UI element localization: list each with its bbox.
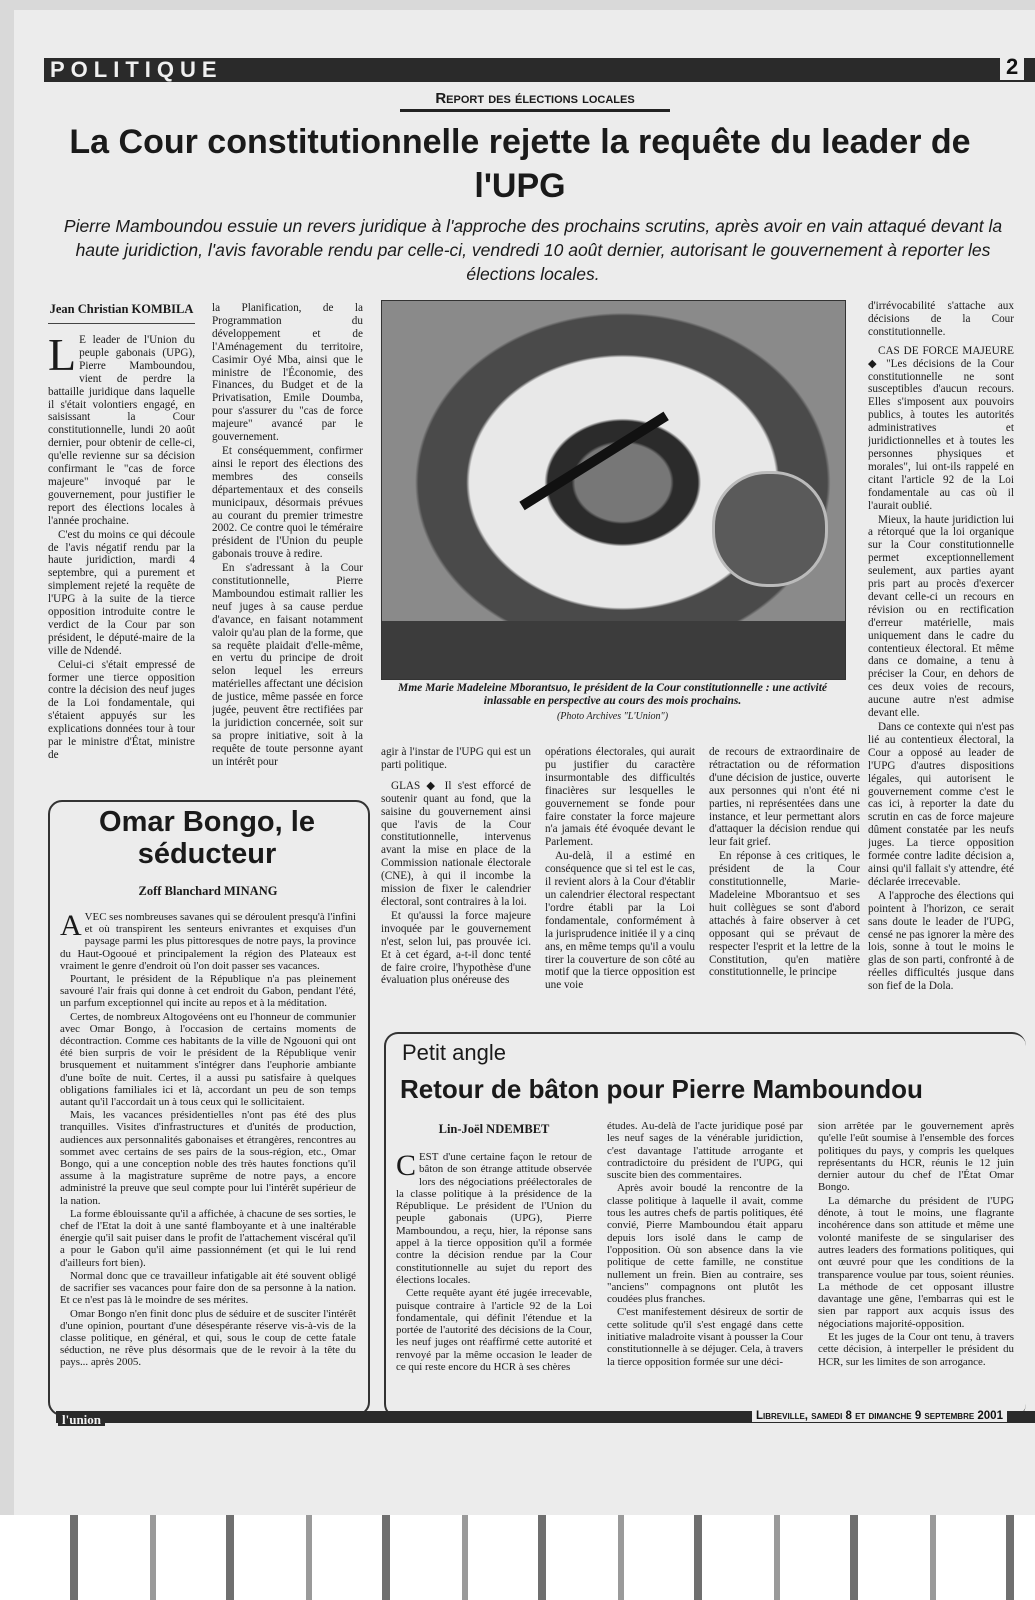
paragraph: Certes, de nombreux Altogovéens ont eu l'honneur de communier avec Omar Bongo, à l'occasion de certains moments de décontraction. Comme ces habitants de la ville de Ngouoni qui ont été bien surpris de voir le président de la République venir brusquement et nuitamment s'intégrer dans l'euphorie ambiante d'une boîte de nuit. Certes, il a aussi pu satisfaire à quelques obligations familiales ici et là, accordant un peu de son temps autant qu'il l'accordait un à tous ceux qui le sollicitaient.: [60, 1010, 356, 1109]
petit-angle-title: Retour de bâton pour Pierre Mamboundou: [400, 1074, 923, 1104]
paragraph: d'irrévocabilité s'attache aux décisions de la Cour constitutionnelle.: [868, 300, 1014, 338]
paragraph: Et qu'aussi la force majeure invoquée par le gouvernement n'est, selon lui, pas prouvée ici. Et à cet égard, a-t-il donc tenté de faire croire, l'hypothèse d'une évaluation plus onéreuse des: [381, 909, 531, 987]
article-kicker: Report des élections locales: [400, 90, 670, 112]
paragraph: GLAS ◆ Il s'est efforcé de soutenir quant au fond, que la saisine du gouvernement ainsi que l'avis de la Cour constitutionnelle, intervenus avant la mise en place de la Commission nationale électorale (CNE), à qui il incombe la mission de fixer le calendrier électoral, sont contraires à la loi.: [381, 779, 531, 908]
paragraph: EST d'une certaine façon le retour de bâton de son étrange attitude observée lors des négociations préélectorales de la classe politique à la présidence de la République. Le président de l'Union du peuple gabonais (UPG), Pierre Mamboundou, a reçu, hier, la réponse sans appel à la tierce opposition qu'il a formée contre la décision rendue par la Cour constitutionnelle au sujet du report des élections locales.: [396, 1151, 592, 1286]
article-column-1: [48, 302, 195, 790]
dropcap: L: [48, 329, 77, 380]
court-seal: [712, 471, 828, 587]
footer-masthead: l'union: [58, 1414, 105, 1426]
dropcap: C: [396, 1149, 417, 1182]
sidebar-byline: Zoff Blanchard MINANG: [138, 884, 278, 898]
paragraph: E leader de l'Union du peuple gabonais (UPG), Pierre Mamboundou, vient de perdre la battaille juridique dans laquelle il s'était volontiers engagé, en saisissant la Cour constitutionnelle, lundi 20 août dernier, pour obtenir de celle-ci, qu'elle revienne sur sa décision confirmant le "cas de force majeure" invoqué par le gouvernement, pour justifier le report des élections locales à l'année prochaine.: [48, 334, 195, 527]
paragraph: Omar Bongo n'en finit donc plus de séduire et de susciter l'intérêt d'une opinion, pourtant d'une désespérante réserve vis-à-vis de la classe politique, en général, et qui, sous le coup de cette fatale séduction, ne rêve plus désormais que de le revoir à la tête du pays... après 2005.: [60, 1307, 356, 1369]
paragraph: Mais, les vacances présidentielles n'ont pas été des plus tranquilles. Visites d'infrastructures et d'unités de production, audiences aux personnalités gabonaises et étrangères, rencontres au sommet avec certains de ses pairs de la sous-région, etc., Omar Bongo, qui a une conception noble des très hautes fonctions qu'il assume à la magistrature suprême de notre pays, a encore administré la preuve que seul compte pour lui l'intérêt supérieur de la nation.: [60, 1109, 356, 1207]
article-column-3: [381, 746, 531, 1016]
paragraph: Dans ce contexte qui n'est pas lié au contentieux électoral, la Cour a opposé au leader de l'UPG d'autres dispositions légales, qui autorisent le gouvernement comme c'est le cas ici, à reporter la date du scrutin en cas de force majeure dûment constatée par les neufs juges. La tierce opposition formée contre ladite décision a, ainsi qu'il fallait s'y attendre, été déclarée irrecevable.: [868, 721, 1014, 888]
article-lead: Pierre Mamboundou essuie un revers juridique à l'approche des prochains scrutins, après avoir en vain attaqué devant la haute juridiction, l'avis favorable rendu par celle-ci, vendredi 10 août dernier, autorisant le gouvernement à reporter les élections locales.: [63, 216, 1003, 284]
paragraph: En réponse à ces critiques, le président de la Cour constitutionnelle, Marie-Madeleine Mborantsuo et ses huit collègues se sont d'abord attachés à faire observer à cet opposant qui se prévaut de respecter l'esprit et la lettre de la Constitution, qu'en matière constitutionnelle, le principe: [709, 850, 860, 979]
photo-caption: Mme Marie Madeleine Mborantsuo, le président de la Cour constitutionnelle : une activité inlassable en perspective au cours des mois prochains.: [397, 682, 828, 707]
background-strip: [0, 1515, 1035, 1600]
paragraph: Au-delà, il a estimé en conséquence que si tel est le cas, il revient alors à la Cour d'établir un calendrier électoral respectant l'ordre établi par la Loi fondamentale, conformément à la jurisprudence initiée il y a cinq ans, en même temps qu'il a voulu tirer la couverture de son côté au motif que la tierce opposition est une voie: [545, 850, 695, 992]
paragraph: CAS DE FORCE MAJEURE ◆ "Les décisions de la Cour constitutionnelle ne sont susceptibles d'aucun recours. Elles s'imposent aux pouvoirs publics, à toutes les autorités administratives et juridictionnelles et à toutes les personnes physiques et morales", lui ont-ils rappelé en citant l'article 92 de la Loi fondamentale au cas où il l'aurait oublié.: [868, 344, 1014, 512]
article-column-6: [868, 300, 1014, 1028]
paragraph: opérations électorales, qui aurait pu justifier du caractère insurmontable des difficultés finacières sur lesquelles le gouvernement se fonde pour faire constater la force majeure n'a jamais été évoquée devant le Parlement.: [545, 746, 695, 849]
section-label: POLITIQUE: [50, 57, 223, 82]
byline-divider: [48, 323, 195, 324]
paragraph: La démarche du président de l'UPG dénote, à tout le moins, une flagrante incohérence dans son attitude et même une volonté manifeste de se singulariser des autres leaders des formations politiques, qui ont œuvré pour que les conditions de la transparence voulue par tous, soient réunies. La méthode de cet opposant illustre davantage une gêne, l'embarras qui est le sien par rapport aux acquis issus des négociations majorité-opposition.: [818, 1194, 1014, 1330]
petit-angle-label: Petit angle: [402, 1040, 506, 1065]
petit-angle-column-3: [818, 1120, 1014, 1408]
paragraph: Et conséquemment, confirmer ainsi le report des élections des membres des conseils départementaux et des conseils municipaux, désormais prévues au courant du premier trimestre 2002. Ce contre quoi le téméraire président de l'Union du peuple gabonais trouve à redire.: [212, 444, 363, 561]
dropcap: A: [60, 909, 82, 942]
paragraph: Mieux, la haute juridiction lui a rétorqué que la loi organique sur la Cour constitutionnelle permet exceptionnellement seulement, aux parties ayant pris part au procès d'exercer devant celle-ci un recours en révision ou en rectification d'erreur matérielle, mais uniquement dans le cadre du contentieux électoral. Et même dans ce domaine, a tenu à préciser la Cour, en dehors de ces deux voies de recours, aucune autre n'est admise devant elle.: [868, 513, 1014, 720]
microphone: [519, 412, 668, 511]
article-column-2: [212, 302, 363, 790]
paragraph: En s'adressant à la Cour constitutionnelle, Pierre Mamboundou estimait rallier les neuf juges à sa cause perdue d'avance, en faisant notamment valoir qu'au plan de la forme, que sa requête plaidait d'elle-même, en vertu du principe de droit selon lequel les erreurs matérielles affectant une décision de justice, même passée en force jugée, peuvent être rectifiées par la juridiction concernée, soit sur sa propre initiative, soit à la requête de toute personne ayant un intérêt pour: [212, 562, 363, 768]
footer-dateline: Libreville, samedi 8 et dimanche 9 septembre 2001: [752, 1410, 1007, 1422]
article-headline: La Cour constitutionnelle rejette la requête du leader de l'UPG: [69, 123, 971, 205]
desk: [382, 621, 845, 679]
paragraph: sion arrêtée par le gouvernement après qu'elle l'eût soumise à l'ensemble des forces politiques du pays, y compris les quelques représentants du HCR, réunis le 12 juin dernier autour du chef de l'État Omar Bongo.: [818, 1120, 1014, 1194]
page-number: 2: [1000, 54, 1024, 80]
petit-angle-byline: Lin-Joël NDEMBET: [438, 1122, 550, 1136]
paragraph: la Planification, de la Programmation du développement et de l'Aménagement du territoire, Casimir Oyé Mba, ainsi que le ministre de l'Économie, des Finances, du Budget et de la Privatisation, Emile Doumba, pour s'assurer du "cas de force majeure" avancé par le gouvernement.: [212, 302, 363, 444]
paragraph: Cette requête ayant été jugée irrecevable, puisque contraire à l'article 92 de la Loi fondamentale, qui définit l'étendue et la portée de l'autorité des décisions de la Cour, les neuf juges ont réaffirmé cette autorité et renvoyé par la même occasion le leader de ce qui reste encore du HCR à ses chères: [396, 1287, 592, 1374]
paragraph: VEC ses nombreuses savanes qui se déroulent presqu'à l'infini et où transpirent les senteurs enivrantes et exquises d'un paysage parmi les plus pittoresques de notre pays, la province du Haut-Ogooué et principalement la région des Plateaux est vraiment le genre d'endroit où l'on doit passer ses vacances.: [60, 911, 356, 972]
paragraph: Celui-ci s'était empressé de former une tierce opposition contre la décision des neuf juges de la Loi fondamentale, qui s'étaient appuyés sur les explications données tour à tour par le ministre d'État, ministre de: [48, 658, 195, 761]
paragraph: Pourtant, le président de la République n'a pas pleinement savouré l'air frais qui donne à cet endroit du Gabon, pendant l'été, un parfum exceptionnel qui incite au repos et à la méditation.: [60, 973, 356, 1010]
paragraph: C'est manifestement désireux de sortir de cette solitude qu'il s'est engagé dans cette initiative maladroite visant à pousser la Cour constitutionnelle à se déjuger. Cela, à travers la tierce opposition formée sur une déci-: [607, 1306, 803, 1368]
paragraph: agir à l'instar de l'UPG qui est un parti politique.: [381, 746, 531, 771]
article-column-5: [709, 746, 860, 1016]
paragraph: La forme éblouissante qu'il a affichée, à chacune de ses sorties, le chef de l'Etat la doit à une santé flamboyante et à une inaltérable énergie qu'il sait puiser dans le profit de l'attachement viscéral qu'il a pour le Gabon qu'il aime passionnément (et qui le lui rend d'ailleurs fort bien).: [60, 1207, 356, 1269]
court-president-photo: [381, 300, 846, 680]
paragraph: de recours de extraordinaire de rétractation ou de réformation d'une décision de justice, ouverte aux personnes qui n'ont été ni parties, ni représentées dans une instance, et leur permettant alors d'attaquer la décision rendue qui leur fait grief.: [709, 746, 860, 849]
article-byline: Jean Christian KOMBILA: [49, 302, 194, 316]
sidebar-body: [60, 884, 356, 1404]
paragraph: Et les juges de la Cour ont tenu, à travers cette décision, à interpeller le président du HCR, sur les limites de son arrogance.: [818, 1331, 1014, 1368]
petit-angle-column-1: [396, 1122, 592, 1408]
paragraph: C'est du moins ce qui découle de l'avis négatif rendu par la haute juridiction, mardi 4 septembre, qui a purement et simplement rejeté la requête de l'UPG à la suite de la tierce opposition introduite contre le verdict de la Cour par son président, le député-maire de la ville de Ndendé.: [48, 528, 195, 657]
photo-credit: (Photo Archives "L'Union"): [556, 711, 669, 722]
petit-angle-column-2: [607, 1120, 803, 1408]
paragraph: études. Au-delà de l'acte juridique posé par les neuf sages de la vénérable juridiction, c'est davantage l'attitude arrogante et contradictoire du président de l'UPG, qui suscite bien des commentaires.: [607, 1120, 803, 1182]
paragraph: Après avoir boudé la rencontre de la classe politique à laquelle il avait, comme tous les autres chefs de partis politiques, été convié, Pierre Mamboundou était apparu depuis lors isolé dans le camp de l'opposition. Où son absence dans la vie politique de cette famille, ne constitue nullement un frein. Bien au contraire, ses "anciens" compagnons ont plutôt les coudées plus franches.: [607, 1182, 803, 1306]
sidebar-title: Omar Bongo, le séducteur: [99, 806, 315, 870]
paragraph: Normal donc que ce travailleur infatigable ait été souvent obligé de sacrifier ses vacances pour faire don de sa personne à la nation. Et ce n'est pas là le moindre de ses mérites.: [60, 1269, 356, 1307]
paragraph: A l'approche des élections qui pointent à l'horizon, ce serait sans doute le leader de l'UPG, censé ne pas ignorer la mère des lois, sonne à tout le moins le glas de son parti, confronté à de réelles difficultés jusque dans son fief de la Dola.: [868, 889, 1014, 993]
article-column-4: [545, 746, 695, 1016]
